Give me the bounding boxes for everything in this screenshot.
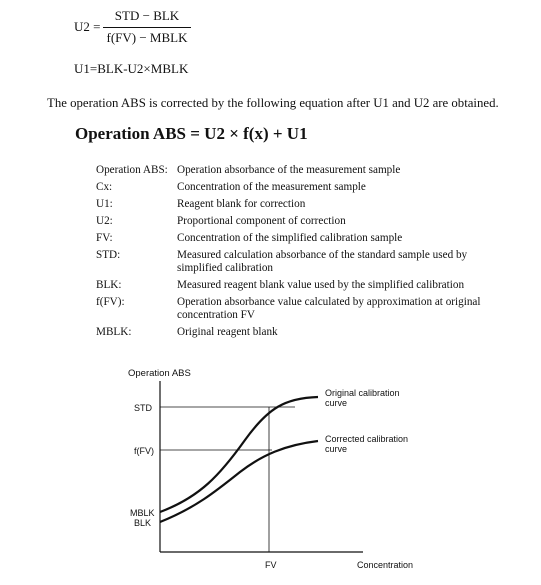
- y-tick-ffv: f(FV): [134, 446, 154, 456]
- main-equation: Operation ABS = U2 × f(x) + U1: [75, 124, 308, 143]
- corrected-calibration-curve: [160, 441, 318, 522]
- definition-term: Cx:: [96, 181, 113, 193]
- definition-description: Measured calculation absorbance of the standard sample used by simplified calibration: [177, 249, 468, 274]
- definition-description: Operation absorbance value calculated by approximation at original concentration FV: [177, 296, 481, 321]
- definition-description: Reagent blank for correction: [177, 198, 306, 210]
- definition-term: BLK:: [96, 279, 122, 291]
- y-tick-mblk: MBLK: [130, 508, 155, 518]
- u2-numerator: STD − BLK: [114, 8, 180, 23]
- definition-description: Measured reagent blank value used by the simplified calibration: [177, 279, 465, 291]
- x-tick-fv: FV: [265, 560, 277, 570]
- definition-term: FV:: [96, 232, 113, 244]
- definition-term: Operation ABS:: [96, 164, 168, 176]
- y-axis-title: Operation ABS: [128, 368, 191, 379]
- definition-description: Proportional component of correction: [177, 215, 346, 227]
- definition-term: MBLK:: [96, 326, 132, 338]
- u1-equation: U1=BLK-U2×MBLK: [74, 61, 189, 76]
- original-curve-label-line1: Original calibration: [325, 388, 400, 398]
- definition-term: U2:: [96, 215, 113, 227]
- x-axis-title: Concentration: [357, 560, 414, 570]
- corrected-curve-label-line1: Corrected calibration: [325, 434, 409, 444]
- definition-description: Concentration of the measurement sample: [177, 181, 366, 193]
- definition-term: STD:: [96, 249, 121, 261]
- y-tick-std: STD: [134, 403, 152, 413]
- definition-description: Concentration of the simplified calibration sample: [177, 232, 403, 244]
- u2-denominator: f(FV) − MBLK: [106, 30, 188, 45]
- u2-equation-lhs: U2 =: [74, 19, 101, 34]
- intro-paragraph: The operation ABS is corrected by the following equation after U1 and U2 are obtained.: [47, 96, 499, 110]
- y-tick-blk: BLK: [134, 518, 152, 528]
- definition-description: Operation absorbance of the measurement sample: [177, 164, 401, 176]
- corrected-curve-label-line2: curve: [325, 444, 348, 454]
- definition-term: U1:: [96, 198, 113, 210]
- definition-description: Original reagent blank: [177, 326, 278, 338]
- original-calibration-curve: [160, 397, 318, 512]
- original-curve-label-line2: curve: [325, 398, 348, 408]
- definition-term: f(FV):: [96, 296, 125, 308]
